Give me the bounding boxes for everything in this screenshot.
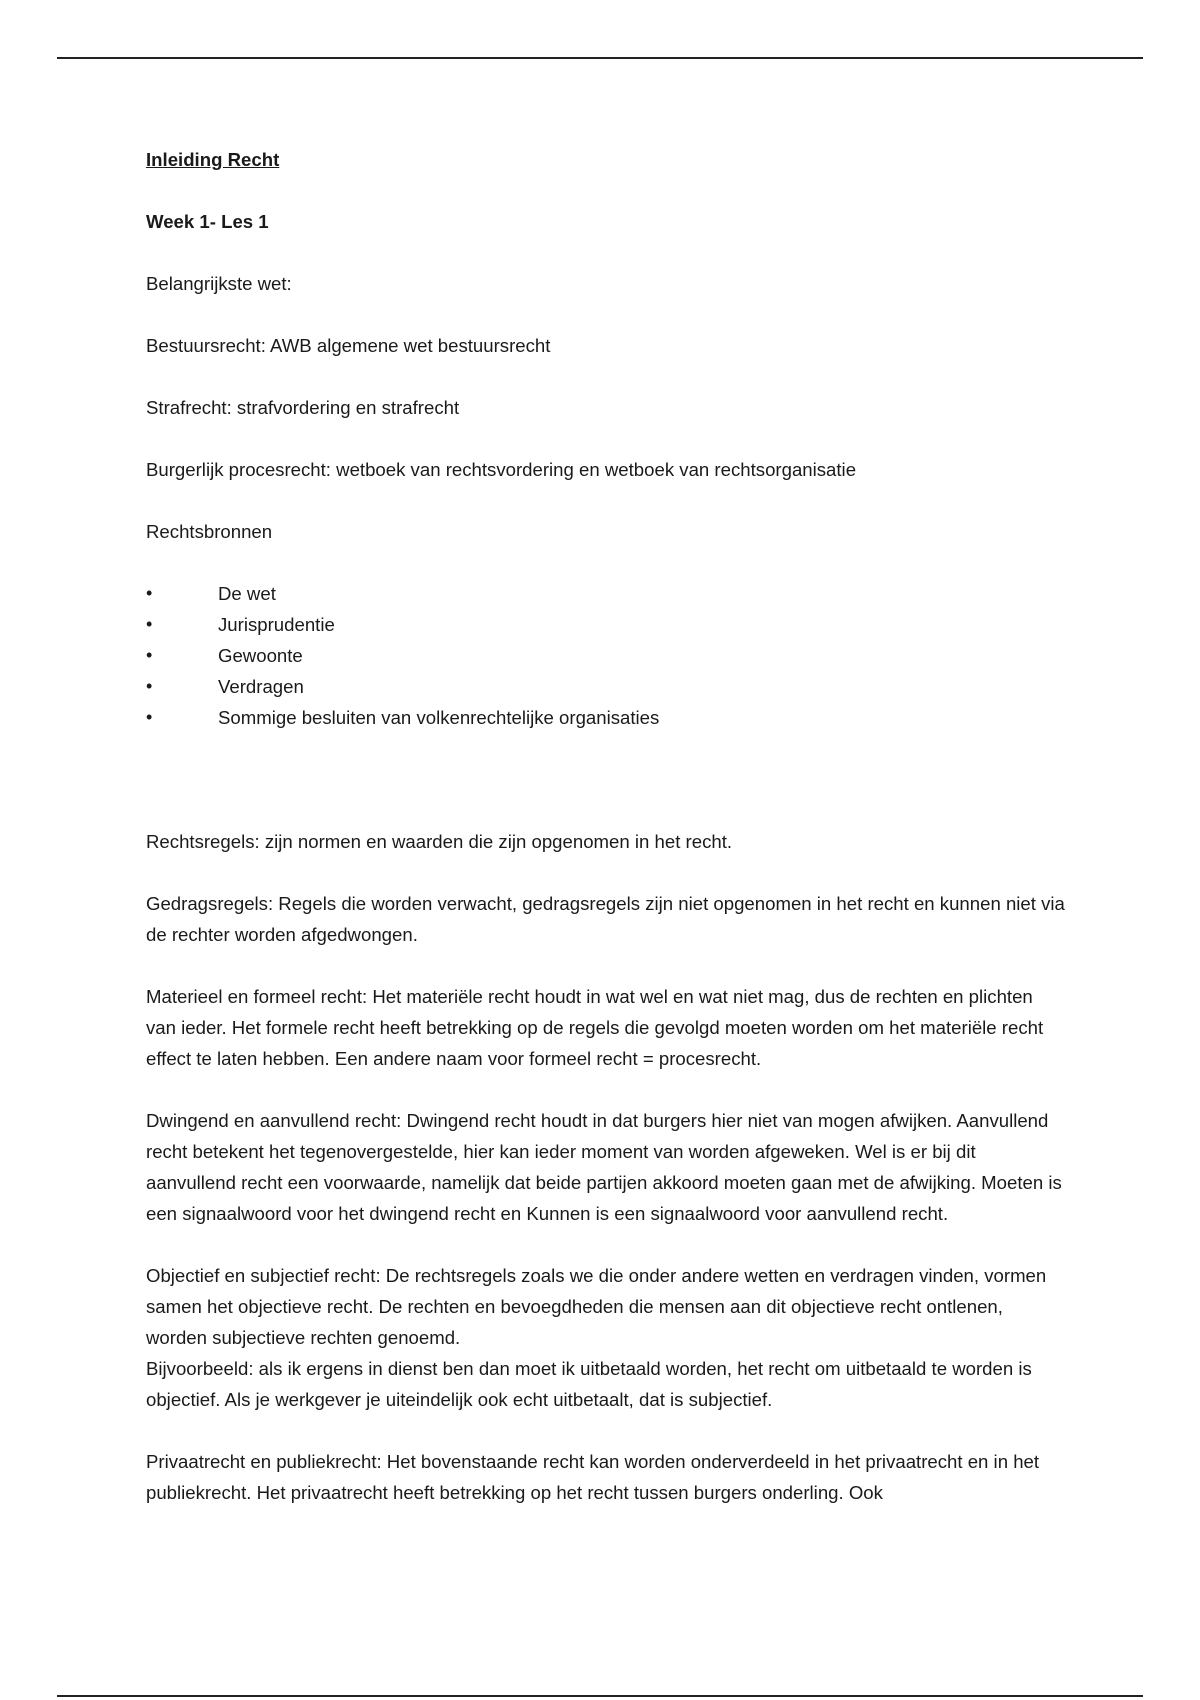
list-item (146, 609, 1066, 640)
list-item-label: Gewoonte (218, 645, 303, 666)
list-item (146, 671, 1066, 702)
bullet-list (146, 578, 1066, 733)
paragraph: Objectief en subjectief recht: De rechtsregels zoals we die onder andere wetten en verdragen vinden, vormen samen het objectieve recht. De rechten en bevoegdheden die mensen aan dit objectieve recht ontlenen, worden subjectieve rechten genoemd. (146, 1265, 1047, 1348)
text-line: Strafrecht: strafvordering en strafrecht (146, 397, 460, 418)
list-item-label: Verdragen (218, 676, 304, 697)
paragraph: Gedragsregels: Regels die worden verwacht, gedragsregels zijn niet opgenomen in het recht en kunnen niet via de rechter worden afgedwongen. (146, 893, 1065, 945)
text-line: Burgerlijk procesrecht: wetboek van rechtsvordering en wetboek van rechtsorganisatie (146, 459, 857, 480)
list-item (146, 702, 1066, 733)
text-line: Belangrijkste wet: (146, 273, 292, 294)
bullet-icon: • (146, 583, 153, 603)
document-subtitle: Week 1- Les 1 (146, 211, 269, 232)
example-paragraph: Bijvoorbeeld: als ik ergens in dienst ben dan moet ik uitbetaald worden, het recht om uitbetaald te worden is objectief. Als je werkgever je uiteindelijk ook echt uitbetaalt, dat is subjectief. (146, 1358, 1032, 1410)
list-item (146, 640, 1066, 671)
list-item-label: Jurisprudentie (218, 614, 335, 635)
header-rule (57, 57, 1143, 59)
paragraph: Dwingend en aanvullend recht: Dwingend recht houdt in dat burgers hier niet van mogen afwijken. Aanvullend recht betekent het tegenovergestelde, hier kan ieder moment van worden afgeweken. Wel is er bij dit aanvullend recht een voorwaarde, namelijk dat beide partijen akkoord moeten gaan met de afwijking. Moeten is een signaalwoord voor het dwingend recht en Kunnen is een signaalwoord voor aanvullend recht. (146, 1110, 1062, 1224)
document-body (146, 144, 1066, 1539)
bullet-icon: • (146, 614, 153, 634)
document-title: Inleiding Recht (146, 149, 280, 170)
list-item-label: Sommige besluiten van volkenrechtelijke organisaties (218, 707, 660, 728)
paragraph: Rechtsregels: zijn normen en waarden die zijn opgenomen in het recht. (146, 831, 733, 852)
spacer (146, 733, 1066, 795)
text-line: Bestuursrecht: AWB algemene wet bestuursrecht (146, 335, 551, 356)
bullet-icon: • (146, 707, 153, 727)
paragraph: Privaatrecht en publiekrecht: Het bovenstaande recht kan worden onderverdeeld in het privaatrecht en in het publiekrecht. Het privaatrecht heeft betrekking op het recht tussen burgers onderling. Ook (146, 1451, 1040, 1503)
footer-rule (57, 1695, 1143, 1697)
bullet-icon: • (146, 676, 153, 696)
text-line: Rechtsbronnen (146, 521, 273, 542)
list-item (146, 578, 1066, 609)
paragraph: Materieel en formeel recht: Het materiële recht houdt in wat wel en wat niet mag, dus de rechten en plichten van ieder. Het formele recht heeft betrekking op de regels die gevolgd moeten worden om het materiële recht effect te laten hebben. Een andere naam voor formeel recht = procesrecht. (146, 986, 1044, 1069)
paragraph-group (146, 1260, 1066, 1415)
list-item-label: De wet (218, 583, 276, 604)
bullet-icon: • (146, 645, 153, 665)
